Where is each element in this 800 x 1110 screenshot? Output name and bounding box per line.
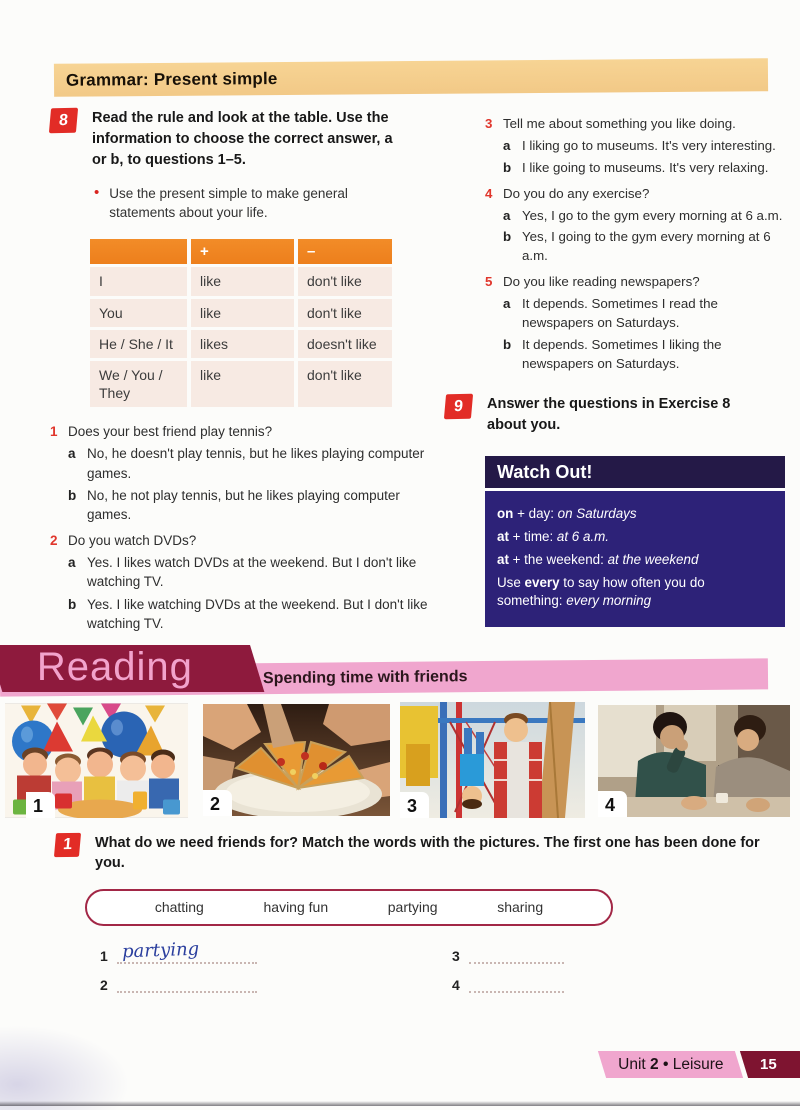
answer-blank-4 <box>469 975 564 993</box>
table-header-cell <box>90 239 187 264</box>
word-bank <box>85 889 613 926</box>
question-number: 4 <box>485 185 493 201</box>
exercise-1-header <box>55 833 787 874</box>
option-b <box>68 595 428 633</box>
question-number: 3 <box>485 116 493 131</box>
option-letter: b <box>68 596 77 612</box>
photo-playground-fun <box>400 702 585 818</box>
answer-number: 1 <box>100 947 108 964</box>
grammar-left-column <box>50 108 428 636</box>
question-text: Do you like reading newspapers? <box>503 274 700 290</box>
word-bank-item: having fun <box>263 899 329 916</box>
question-text: Do you do any exercise? <box>503 185 650 201</box>
table-cell: doesn't like <box>298 330 392 358</box>
exercise-9-header <box>445 394 787 436</box>
answer-number: 4 <box>452 976 460 993</box>
exercise-8-instruction: Read the rule and look at the table. Use the information to choose the correct answer, a or b, to questions 1–5. <box>92 110 393 169</box>
exercise-1-number-badge: 1 <box>54 833 81 857</box>
answer-blank-3 <box>469 946 564 964</box>
question-text: Tell me about something you like doing. <box>503 116 736 131</box>
watch-out-rule: on + day: on Saturdays <box>497 505 637 521</box>
option-a <box>68 444 428 482</box>
option-text: I liking go to museums. It's very interesting. <box>522 137 776 153</box>
verb-table <box>90 239 392 407</box>
answer-blank-1 <box>117 938 257 964</box>
watch-out-rule: at + the weekend: at the weekend <box>497 551 699 567</box>
option-b <box>503 336 787 374</box>
table-cell: don't like <box>298 267 392 295</box>
option-a <box>68 553 428 591</box>
question-number: 2 <box>50 533 58 549</box>
option-b <box>503 228 787 266</box>
question-5 <box>485 273 787 373</box>
grammar-section-header <box>54 58 768 97</box>
option-letter: a <box>503 207 511 223</box>
grammar-right-column <box>445 108 787 627</box>
exercise-9-instruction: Answer the questions in Exercise 8 about you. <box>487 395 731 433</box>
question-1 <box>50 422 428 524</box>
question-4 <box>485 185 787 267</box>
photo-number-label: 3 <box>400 792 429 818</box>
table-cell: like <box>191 361 294 407</box>
question-text: Do you watch DVDs? <box>68 533 197 549</box>
table-cell: don't like <box>298 299 392 327</box>
answer-3 <box>452 942 702 964</box>
questions-3-5 <box>485 115 787 374</box>
reading-banner <box>0 645 800 701</box>
exercise-9-number-badge: 9 <box>444 393 473 418</box>
table-cell: He / She / It <box>90 330 187 358</box>
exercise-8-number-badge: 8 <box>49 108 78 133</box>
answer-number: 2 <box>100 976 108 993</box>
table-cell: like <box>191 299 294 327</box>
watch-out-title: Watch Out! <box>485 456 785 491</box>
option-letter: b <box>503 159 512 175</box>
option-text: No, he doesn't play tennis, but he likes playing computer games. <box>87 446 425 481</box>
page-bottom-edge <box>0 1101 800 1106</box>
exercise-8-header <box>50 108 428 171</box>
grammar-rule <box>94 184 379 222</box>
table-cell: You <box>90 299 187 327</box>
table-header-minus: – <box>298 239 392 264</box>
option-text: Yes, I going to the gym every morning at 6 a.m. <box>522 229 771 264</box>
option-text: It depends. Sometimes I read the newspapers on Saturdays. <box>522 296 718 330</box>
word-bank-item: chatting <box>154 899 204 916</box>
answer-1 <box>100 938 452 964</box>
table-cell: like <box>191 267 294 295</box>
question-number: 5 <box>485 274 493 290</box>
word-bank-item: partying <box>387 899 438 916</box>
option-letter: a <box>68 555 76 571</box>
option-letter: b <box>503 229 512 245</box>
option-text: Yes, I go to the gym every morning at 6 a.m. <box>522 207 783 223</box>
page-number: 15 <box>760 1056 777 1073</box>
option-a <box>503 207 787 226</box>
grammar-section-title: Grammar: Present simple <box>65 68 278 90</box>
photo-strip <box>0 702 800 824</box>
photo-number-label: 1 <box>26 792 55 818</box>
option-b <box>503 159 787 178</box>
question-number: 1 <box>50 424 58 440</box>
option-b <box>68 486 428 524</box>
scan-smudge <box>0 1025 130 1110</box>
reading-exercise-1 <box>55 833 787 993</box>
watch-out-rule: at + time: at 6 a.m. <box>497 528 610 544</box>
photo-birthday-party <box>5 703 188 818</box>
grammar-rule-text: Use the present simple to make general statements about your life. <box>109 186 348 221</box>
question-3 <box>485 115 787 178</box>
option-letter: a <box>503 137 511 153</box>
option-text: No, he not play tennis, but he likes playing computer games. <box>87 487 400 522</box>
answer-number: 3 <box>452 947 460 964</box>
table-cell: don't like <box>298 361 392 407</box>
option-letter: a <box>68 446 76 462</box>
table-cell: likes <box>191 330 294 358</box>
photo-number-label: 4 <box>598 791 627 817</box>
question-text: Does your best friend play tennis? <box>68 424 273 440</box>
table-cell: I <box>90 267 187 295</box>
option-letter: b <box>503 336 512 352</box>
watch-out-box <box>485 456 785 627</box>
table-header-plus: + <box>191 239 294 264</box>
answer-blank-2 <box>117 975 257 993</box>
bullet-icon: • <box>94 184 100 202</box>
option-text: Yes. I like watching DVDs at the weekend. But I don't like watching TV. <box>87 596 428 631</box>
table-cell: We / You / They <box>90 361 187 407</box>
answer-2 <box>100 971 452 993</box>
answer-lines <box>100 938 787 993</box>
photo-friends-chatting <box>598 705 790 817</box>
reading-title: Reading <box>36 645 193 689</box>
watch-out-rule: Use every to say how often you do something: every morning <box>497 574 705 608</box>
reading-title-block <box>0 645 264 692</box>
questions-1-2 <box>50 422 428 633</box>
footer-unit-text: Unit 2 • Leisure <box>617 1055 724 1073</box>
footer-unit-tab <box>598 1051 743 1078</box>
footer-page-tab <box>740 1051 800 1078</box>
word-bank-item: sharing <box>497 899 544 916</box>
option-a <box>503 295 787 333</box>
watch-out-body <box>485 491 785 627</box>
option-letter: a <box>503 296 511 311</box>
handwritten-answer: partying <box>121 938 200 962</box>
photo-number-label: 2 <box>203 790 232 816</box>
option-letter: b <box>68 487 77 503</box>
reading-subtitle: Spending time with friends <box>262 667 468 687</box>
answer-4 <box>452 971 702 993</box>
option-text: Yes. I likes watch DVDs at the weekend. But I don't like watching TV. <box>87 555 417 590</box>
option-text: It depends. Sometimes I liking the newspapers on Saturdays. <box>522 336 722 371</box>
question-2 <box>50 531 428 633</box>
option-a <box>503 137 787 156</box>
photo-sharing-pizza <box>203 704 390 816</box>
exercise-1-instruction: What do we need friends for? Match the words with the pictures. The first one has been done for you. <box>95 835 760 872</box>
option-text: I like going to museums. It's very relaxing. <box>522 159 769 175</box>
